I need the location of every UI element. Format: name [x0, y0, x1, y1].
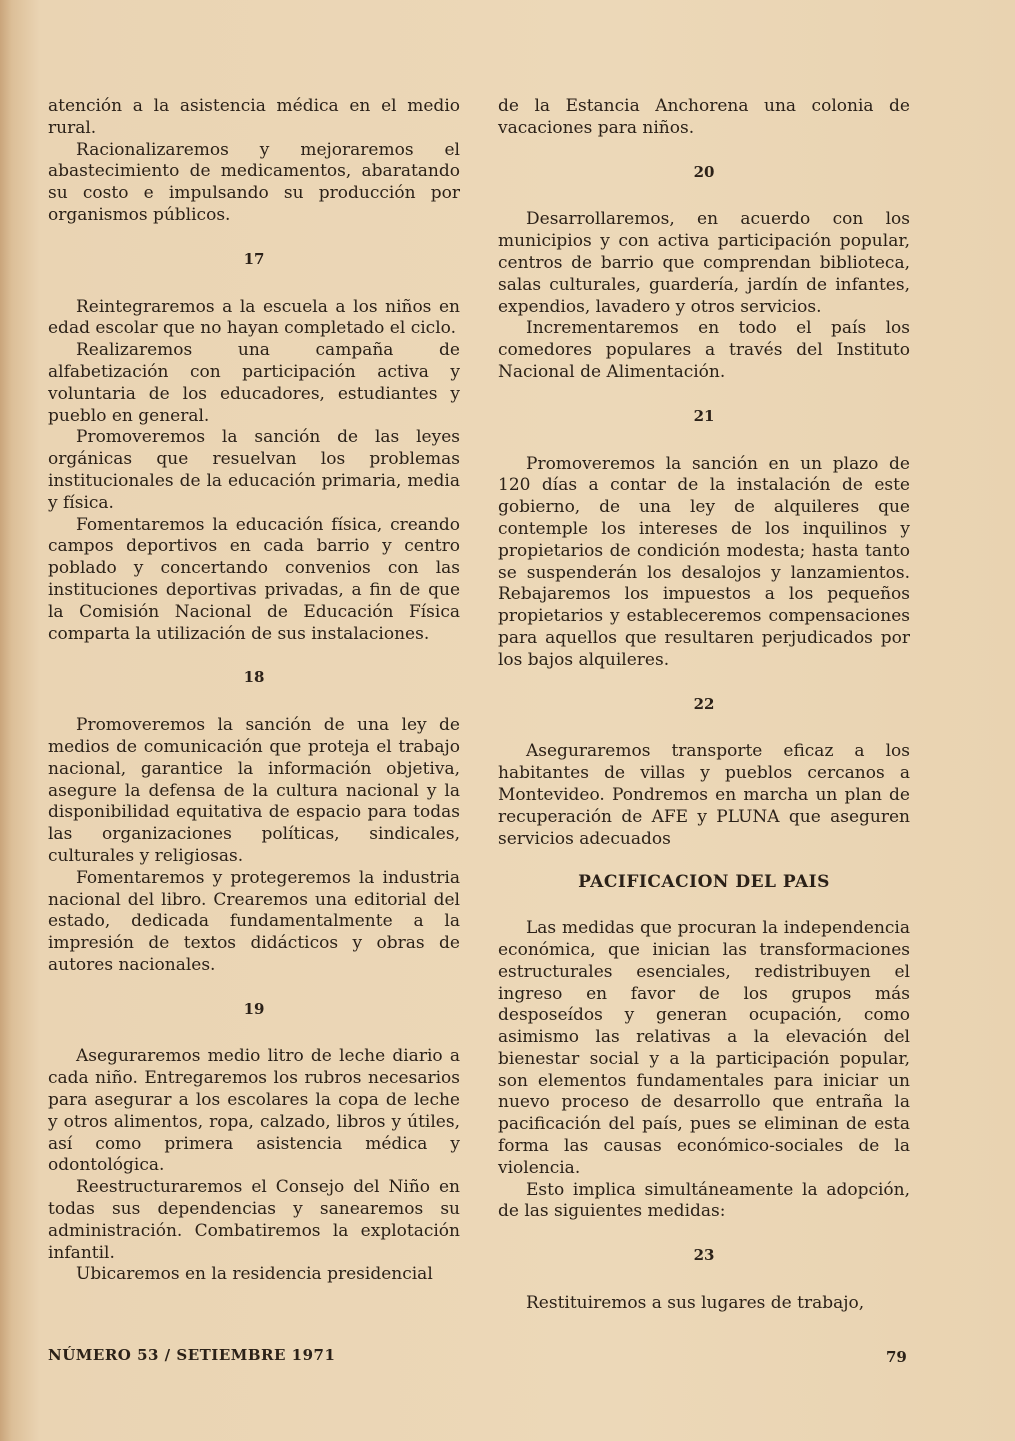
paragraph: Aseguraremos medio litro de leche diario a cada niño. Entregaremos los rubros necesarios para asegurar a los escolares la copa de leche y otros alimentos, ropa, calzado, libros y útiles, así como primera asistencia médica y odontológica. [48, 1046, 460, 1176]
paragraph: Fomentaremos y protegeremos la industria nacional del libro. Crearemos una editorial del estado, dedicada fundamentalmente a la impresión de textos didácticos y obras de autores nacionales. [48, 867, 460, 975]
page-number: 79 [886, 1348, 907, 1366]
paragraph: Desarrollaremos, en acuerdo con los municipios y con activa participación popular, centros de barrio que comprendan biblioteca, salas culturales, guardería, jardín de infantes, expendios, lavadero y otros servicios. [498, 209, 910, 317]
section-number-17: 17 [243, 249, 265, 268]
section-number-23: 23 [693, 1246, 715, 1265]
paragraph: Restituiremos a sus lugares de trabajo, [526, 1293, 865, 1314]
section-number-22: 22 [693, 694, 715, 713]
paragraph: Esto implica simultáneamente la adopción, de las siguientes medidas: [498, 1179, 910, 1222]
section-number-19: 19 [243, 999, 265, 1018]
paragraph: Las medidas que procuran la independencia económica, que inician las transformaciones estructurales esenciales, redistribuyen el ingreso en favor de los grupos más desposeídos y generan ocupación, como asimismo las relativas a la elevación del bienestar social y a la participación popular, son elementos fundamentales para iniciar un nuevo proceso de desarrollo que entraña la pacificación del país, pues se eliminan de esta forma las causas económico-sociales de la violencia. [498, 918, 910, 1178]
right-column [498, 96, 910, 1315]
paragraph: Fomentaremos la educación física, creando campos deportivos en cada barrio y centro poblado y concertando convenios con las instituciones deportivas privadas, a fin de que la Comisión Nacional de Educación Física comparta la utilización de sus instalaciones. [48, 514, 460, 644]
section-number-21: 21 [693, 406, 715, 425]
paragraph: Promoveremos la sanción de las leyes orgánicas que resuelvan los problemas institucionales de la educación primaria, media y física. [48, 427, 460, 513]
paragraph: Reintegraremos a la escuela a los niños en edad escolar que no hayan completado el ciclo. [48, 296, 460, 339]
left-column [48, 96, 460, 1286]
section-number-18: 18 [243, 668, 265, 687]
paragraph: Aseguraremos transporte eficaz a los habitantes de villas y pueblos cercanos a Montevideo. Pondremos en marcha un plan de recuperación de AFE y PLUNA que aseguren servicios adecuados [498, 741, 910, 849]
paragraph: Reestructuraremos el Consejo del Niño en todas sus dependencias y sanearemos su administración. Combatiremos la explotación infantil. [48, 1177, 460, 1263]
paragraph: Incrementaremos en todo el país los comedores populares a través del Instituto Nacional de Alimentación. [498, 318, 910, 382]
paragraph: Realizaremos una campaña de alfabetización con participación activa y voluntaria de los educadores, estudiantes y pueblo en general. [48, 340, 460, 426]
section-heading: PACIFICACION DEL PAIS [578, 872, 830, 893]
section-number-20: 20 [693, 162, 715, 181]
paragraph: atención a la asistencia médica en el medio rural. [48, 96, 460, 138]
paragraph: Racionalizaremos y mejoraremos el abastecimiento de medicamentos, abaratando su costo e impulsando su producción por organismos públicos. [48, 139, 460, 225]
paragraph: Promoveremos la sanción de una ley de medios de comunicación que proteja el trabajo nacional, garantice la información objetiva, asegure la defensa de la cultura nacional y la disponibilidad equitativa de espacio para todas las organizaciones políticas, sindicales, culturales y religiosas. [48, 715, 460, 866]
paragraph: de la Estancia Anchorena una colonia de vacaciones para niños. [498, 96, 910, 138]
paragraph: Ubicaremos en la residencia presidencial [76, 1264, 433, 1285]
issue-footer: NÚMERO 53 / SETIEMBRE 1971 [48, 1346, 336, 1364]
paragraph: Promoveremos la sanción en un plazo de 120 días a contar de la instalación de este gobierno, de una ley de alquileres que contemple los intereses de los inquilinos y propietarios de condición modesta; hasta tanto se suspenderán los desalojos y lanzamientos. Rebajaremos los impuestos a los pequeños propietarios y estableceremos compensaciones para aquellos que resultaren perjudicados por los bajos alquileres. [498, 453, 910, 670]
